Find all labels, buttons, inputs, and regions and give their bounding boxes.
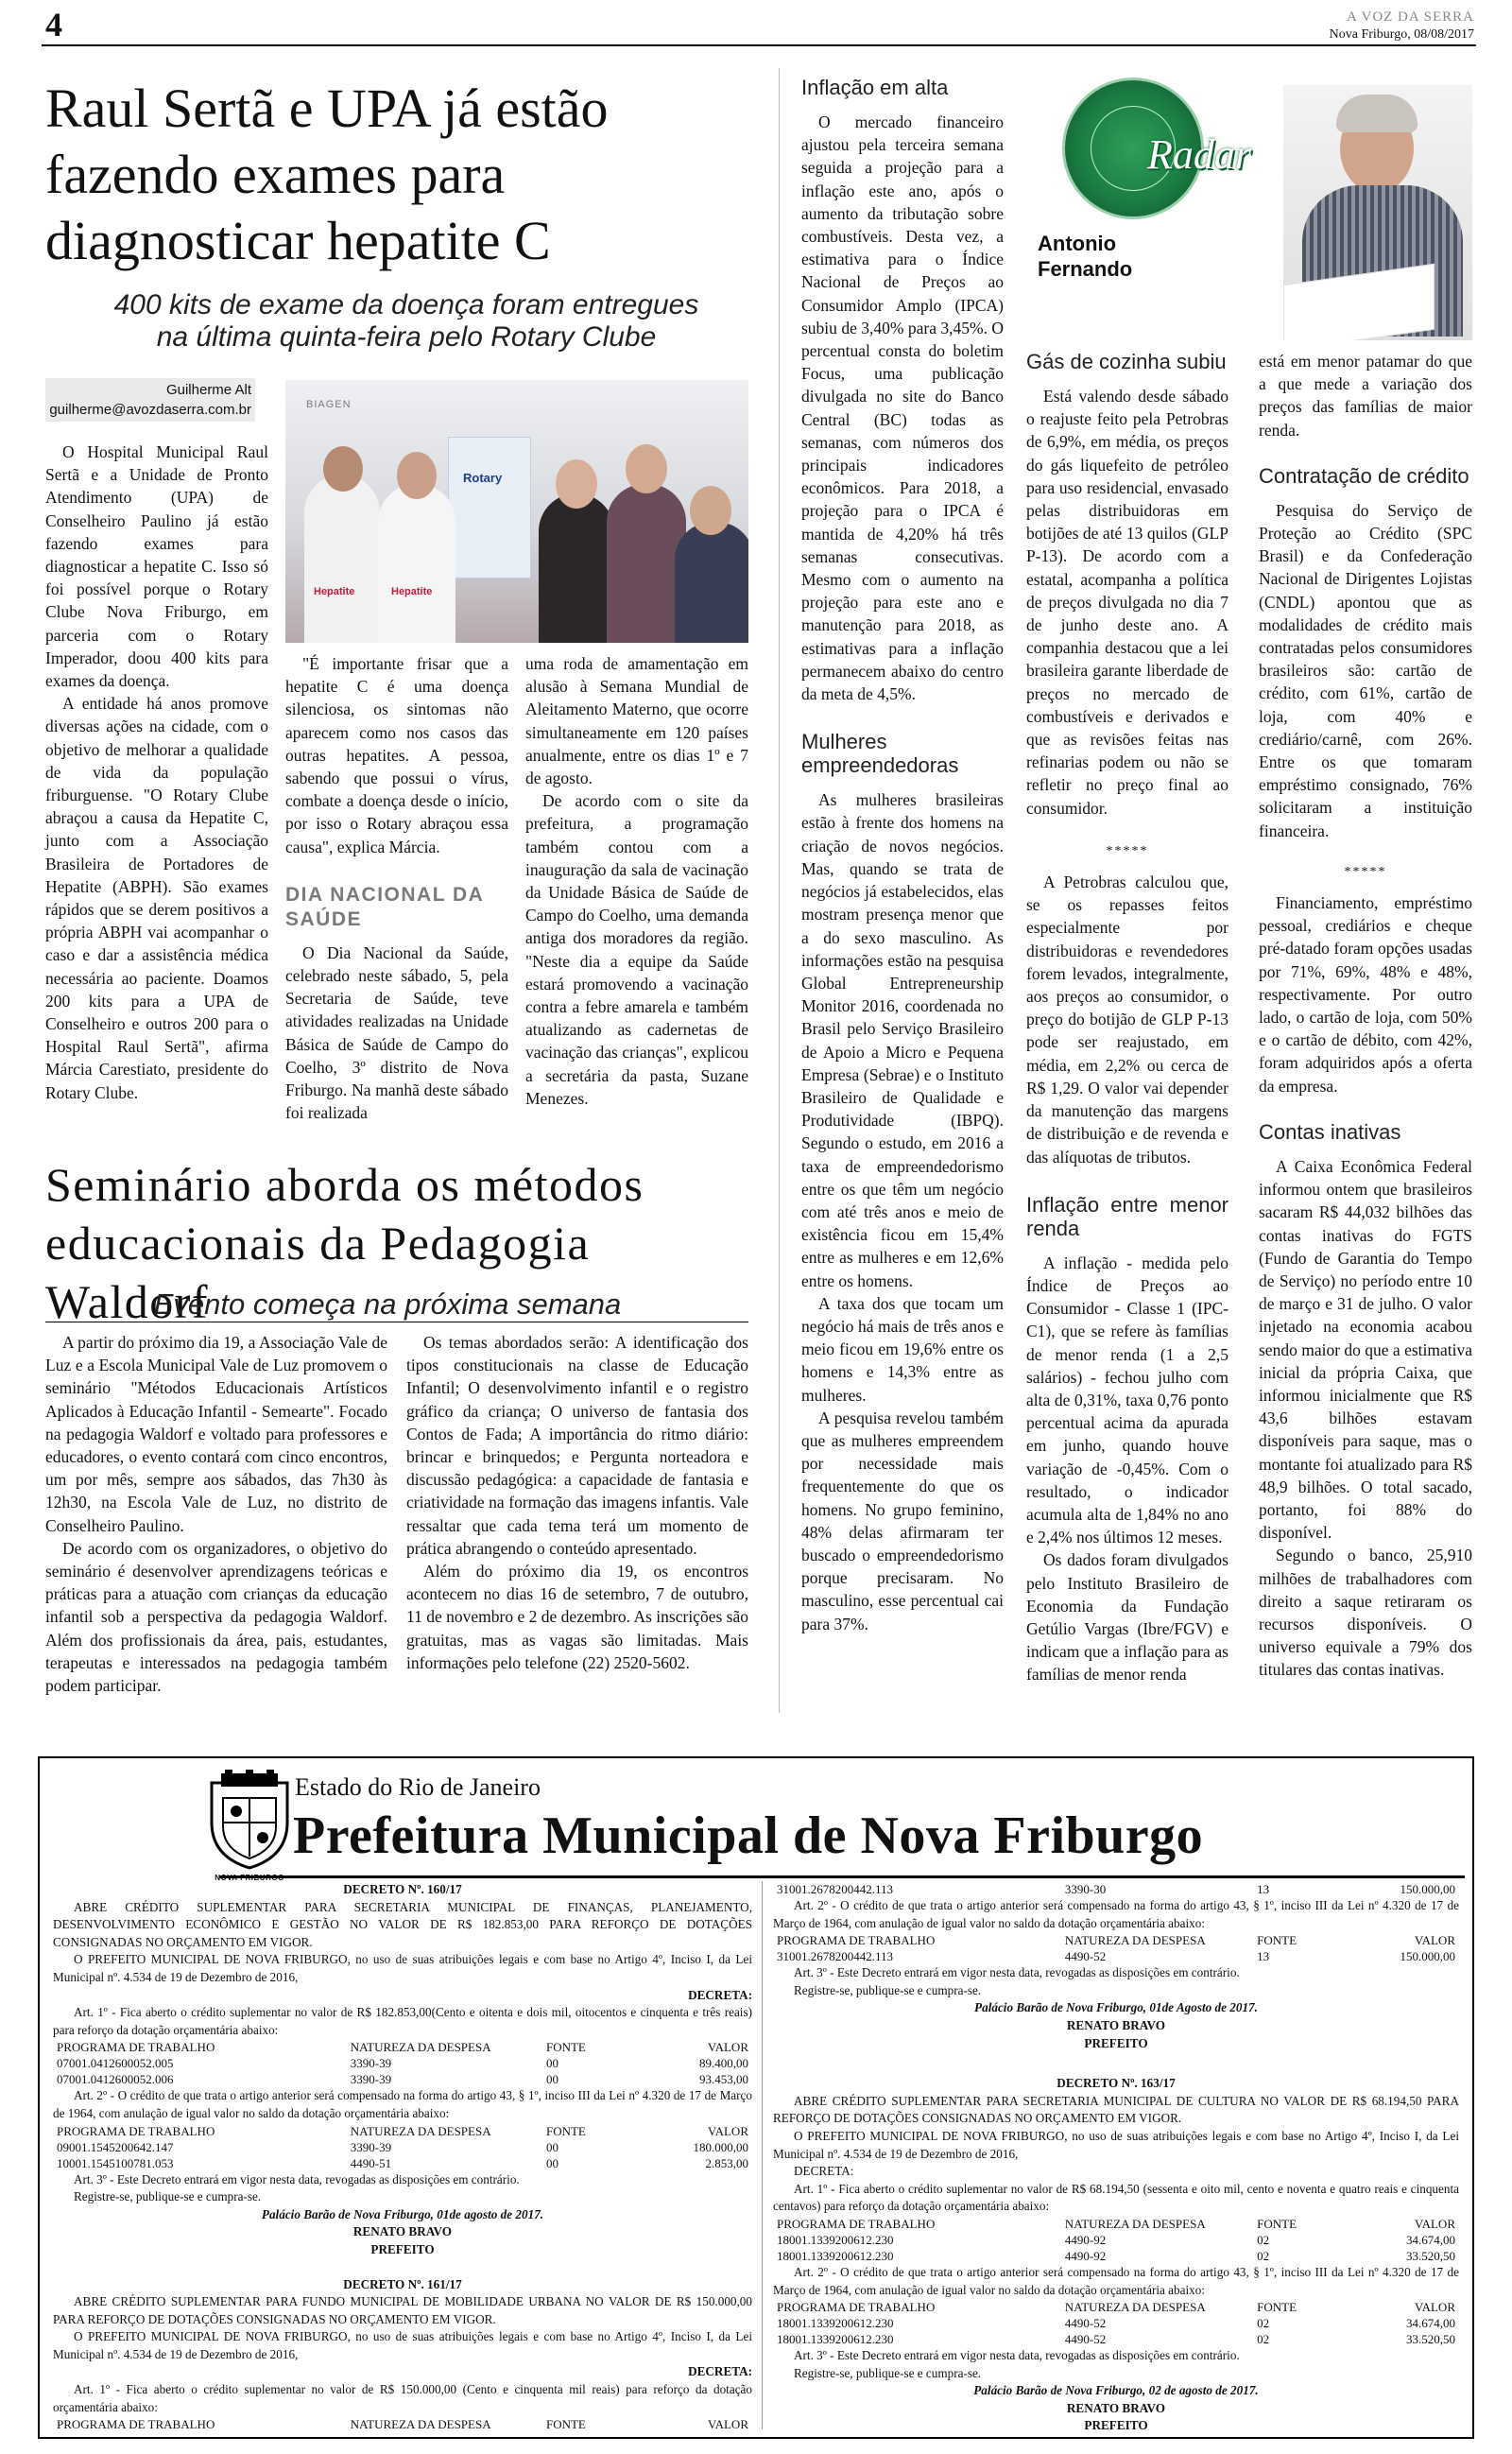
section-heading: Gás de cozinha subiu	[1026, 350, 1227, 373]
paragraph: Os dados foram divulgados pelo Instituto Brasileiro de Economia da Fundação Getúlio Vargas (Ibre/FGV) e indicam que a inflação para as famílias de menor renda	[1026, 1550, 1228, 1685]
columnist-last-name: Fernando	[1038, 257, 1133, 281]
paragraph: Financiamento, empréstimo pessoal, crediários e cheque pré-datado foram opções usadas por 71%, 69%, 48% e 48%, respectivamente. Por outro lado, o cartão de loja, com 50% e o cartão de débito, com 42%, foram adquiridos após a oferta da empresa.	[1259, 893, 1472, 1096]
decree-column-divider	[762, 1881, 763, 2429]
paper-name: A VOZ DA SERRA	[1347, 9, 1474, 25]
radar-col-c	[1259, 346, 1472, 1682]
person-2-head	[397, 452, 437, 499]
seal-ribbon-text: NOVA FRIBURGO	[215, 1874, 284, 1882]
decree-table	[773, 2216, 1459, 2264]
radar-logo-text: Radar	[1147, 131, 1251, 178]
radar-divider	[779, 68, 780, 1713]
prefeitura-title-rule	[219, 1875, 1465, 1878]
header-rule	[42, 44, 1476, 46]
separator-stars: *****	[1106, 843, 1149, 858]
decree-ementa: ABRE CRÉDITO SUPLEMENTAR PARA SECRETARIA MUNICIPAL DE FINANÇAS, PLANEJAMENTO, DESENVOLVIMENTO ECONÔMICO E GESTÃO NO VALOR DE R$ 182.853,00 PARA REFORÇO DE DOTAÇÕES CONSIGNADAS NO ORÇAMENTO EM VIGOR.	[53, 1899, 752, 1949]
person-4-head	[626, 444, 667, 493]
paragraph: Segundo o banco, 25,910 milhões de trabalhadores com direito a saque retiraram os recursos disponíveis. O universo equivale a 79% dos titulares das contas inativas.	[1259, 1546, 1472, 1680]
decree-article: Art. 2º - O crédito de que trata o artigo anterior será compensado na forma do artigo 43, § 1º, inciso III da Lei nº 4.320 de 17 de Março de 1964, com anulação de igual valor no saldo da dotação orçamentária abaixo:	[53, 2088, 752, 2120]
person-5-head	[690, 486, 731, 535]
paragraph: De acordo com os organizadores, o objetivo do seminário é desenvolver aprendizagens teóricas e práticas para a atuação com crianças da educação infantil sob a perspectiva da pedagogia Waldorf. Além dos profissionais da área, pais, estudantes, terapeutas e interessados na pedagogia também podem participar.	[45, 1538, 387, 1696]
table-header-row: PROGRAMA DE TRABALHO NATUREZA DA DESPESA FONTE VALOR	[57, 2040, 748, 2055]
table-row: 31001.2678200442.113 4490-52 13 150.000,00	[777, 1949, 1455, 1964]
table-row: 09001.1545200642.147 3390-39 00 180.000,00	[57, 2139, 748, 2154]
decree-article: Art. 3º - Este Decreto entrará em vigor nesta data, revogadas as disposições em contrário.	[794, 2348, 1240, 2363]
article1-subtitle: 400 kits de exame da doença foram entregues na última quinta-feira pelo Rotary Clube	[113, 289, 699, 353]
paragraph: A inflação - medida pelo Índice de Preços ao Consumidor - Classe 1 (IPC-C1), que se refere às famílias de menor renda (1 a 2,5 salários) - fechou julho com alta de 0,31%, taxa 0,76 ponto percentual acima da apurada em junho, quando houve variação de -0,45%. Com o resultado, o indicador acumula alta de 1,84% no ano e 2,4% nos últimos 12 meses.	[1026, 1253, 1228, 1547]
author-email[interactable]: guilherme@avozdaserra.com.br	[49, 402, 251, 418]
decree-decreta: DECRETA:	[688, 2364, 752, 2379]
paragraph: De acordo com o site da prefeitura, a programação também contou com a inauguração da sala de vacinação da Unidade Básica de Saúde de Campo do Coelho, uma demanda antiga dos moradores da região. "Neste dia a equipe da Saúde estará promovendo a vacinação contra a febre amarela e também atualizando as cadernetas de vacinação das crianças", explicou a secretária da pasta, Suzane Menezes.	[525, 791, 748, 1108]
table-header-row: PROGRAMA DE TRABALHO NATUREZA DA DESPESA FONTE VALOR	[777, 1933, 1455, 1948]
table-row: 18001.1339200612.230 4490-92 02 34.674,00	[777, 2232, 1455, 2247]
decree-article: Art. 1º - Fica aberto o crédito suplementar no valor de R$ 68.194,50 (sessenta e oito mil, cento e noventa e quatro reais e cinquenta centavos) para reforço da dotação orçamentária abaixo:	[773, 2181, 1459, 2214]
paragraph: O Dia Nacional da Saúde, celebrado neste sábado, 5, pela Secretaria de Saúde, teve atividades realizadas na Unidade Básica de Saúde de Campo do Coelho, 3º distrito de Nova Friburgo. Na manhã deste sábado foi realizada	[285, 942, 508, 1123]
person-3-head	[556, 459, 597, 509]
decree-article: Art. 1º - Fica aberto o crédito suplementar no valor de R$ 150.000,00 (Cento e cinquenta mil reais) para reforço da dotação orçamentária abaixo:	[53, 2382, 752, 2414]
table-row: 18001.1339200612.230 4490-52 02 34.674,00	[777, 2316, 1455, 2331]
paragraph: Além do próximo dia 19, os encontros acontecem no dias 16 de setembro, 7 de outubro, 11 de novembro e 2 de dezembro. As inscrições são gratuitas, mas as vagas são limitadas. Mais informações pelo telefone (22) 2520-5602.	[406, 1562, 748, 1672]
decree-palace: Palácio Barão de Nova Friburgo, 01de Agosto de 2017.	[974, 2000, 1258, 2015]
banner-text: Rotary	[463, 471, 503, 485]
person-1	[304, 475, 380, 643]
paragraph: A partir do próximo dia 19, a Associação Vale de Luz e a Escola Municipal Vale de Luz promovem o seminário "Métodos Educacionais Artísticos Aplicados à Educação Infantil - Semearte". Focado na pedagogia Waldorf e voltado para professores e educadores, o evento contará com cinco encontros, um por mês, sempre aos sábados, das 7h30 às 12h30, na Escola Vale de Luz, no distrito de Conselheiro Paulino.	[45, 1333, 387, 1535]
table-row: 10001.1545100781.053 4490-51 00 2.853,00	[57, 2155, 748, 2170]
paragraph: Está valendo desde sábado o reajuste feito pela Petrobras de 6,9%, em média, os preços do gás liquefeito de petróleo para uso residencial, envasado pelas distribuidoras em botijões de até 13 quilos (GLP P-13). De acordo com a estatal, acompanha a política de preços divulgada no dia 7 de junho deste ano. A companhia destacou que a lei brasileira garante liberdade de preços no mercado de combustíveis e derivados e que as revisões feitas nas refinarias podem ou não se refletir no preço final ao consumidor.	[1026, 387, 1228, 818]
section-heading: Contratação de crédito	[1259, 463, 1469, 488]
article1-title: Raul Sertã e UPA já estão fazendo exames para diagnosticar hepatite C	[45, 78, 609, 271]
table-header-row: PROGRAMA DE TRABALHO NATUREZA DA DESPESA FONTE VALOR	[57, 2417, 748, 2432]
paragraph: As mulheres brasileiras estão à frente dos homens na criação de novos negócios. Mas, quando se trata de negócios já estabelecidos, elas mostram presença menor que a do sexo masculino. As informações estão na pesquisa Global Entrepreneurship Monitor 2016, coordenada no Brasil pelo Serviço Brasileiro de Apoio a Micro e Pequena Empresa (Sebrae) e o Instituto Brasileiro de Qualidade e Produtividade (IBPQ). Segundo o estudo, em 2016 a taxa de empreendedorismo entre os que têm um negócio com até três anos e meio de existência ficou em 15,4% entre as mulheres e em 12,6% entre os homens.	[801, 790, 1004, 1290]
paragraph: está em menor patamar do que a que mede a variação dos preços das famílias de maior renda.	[1259, 352, 1472, 440]
radar-col-b	[1026, 346, 1228, 1686]
shirt-text-2: Hepatite	[391, 586, 433, 597]
decree-publish: Registre-se, publique-se e cumpra-se.	[794, 1982, 982, 1997]
decree-table	[53, 2039, 752, 2087]
decree-title: DECRETO Nº. 163/17	[1057, 2076, 1176, 2091]
separator-stars: *****	[1344, 864, 1387, 879]
decree-signer: RENATO BRAVO	[352, 2224, 453, 2239]
decree-preamble: O PREFEITO MUNICIPAL DE NOVA FRIBURGO, no uso de suas atribuições legais e com base no Artigo 4º, Inciso I, da Lei Municipal nº. 4.534 de 19 de Dezembro de 2016,	[53, 2329, 752, 2361]
page-number: 4	[45, 6, 62, 43]
shirt-text-1: Hepatite	[314, 586, 355, 597]
decree-decreta: DECRETA:	[688, 1987, 752, 2002]
decree-role: PREFEITO	[370, 2241, 435, 2256]
person-2	[378, 484, 455, 643]
paragraph: Pesquisa do Serviço de Proteção ao Crédito (SPC Brasil) e da Confederação Nacional de Dirigentes Lojistas (CNDL) apontou que as modalidades de crédito mais contratadas pelos consumidores brasileiros são: cartão de crédito, com 61%, cartão de loja, com 40% e crediário/carnê, com 26%. Entre os que tomaram empréstimo consignado, 76% solicitaram a instituição financeira.	[1259, 500, 1472, 840]
article2-subtitle: Evento começa na próxima semana	[153, 1287, 622, 1321]
paragraph: A Petrobras calculou que, se os repasses feitos especialmente por distribuidoras e revendedores forem levados, integralmente, aos preços ao consumidor, o preço do botijão de GLP P-13 pode ser reajustado, em média, em 2,2% ou cerca de R$ 1,29. O valor vai depender da manutenção das margens de distribuição e de revenda e das alíquotas de tributos.	[1026, 873, 1228, 1167]
person-3	[539, 493, 614, 643]
section-heading: Inflação em alta	[801, 76, 949, 99]
columnist-first-name: Antonio	[1038, 232, 1117, 255]
person-1-head	[323, 446, 363, 492]
rotary-banner	[448, 437, 531, 579]
article2-col2	[406, 1331, 748, 1674]
decree-ementa: ABRE CRÉDITO SUPLEMENTAR PARA SECRETARIA MUNICIPAL DE CULTURA NO VALOR DE R$ 68.194,50 PARA REFORÇO DE DOTAÇÕES CONSIGNADAS NO ORÇAMENTO EM VIGOR.	[773, 2093, 1459, 2126]
decree-article: Art. 1º - Fica aberto o crédito suplementar no valor de R$ 182.853,00(Cento e oitenta e dois mil, oitocentos e cinquenta e três reais) para reforço da dotação orçamentária abaixo:	[53, 2005, 752, 2037]
table-header-row: PROGRAMA DE TRABALHO NATUREZA DA DESPESA FONTE VALOR	[777, 2216, 1455, 2231]
decree-left-column	[53, 1881, 752, 2432]
table-header-row: PROGRAMA DE TRABALHO NATUREZA DA DESPESA FONTE VALOR	[57, 2123, 748, 2138]
decree-ementa: ABRE CRÉDITO SUPLEMENTAR PARA FUNDO MUNICIPAL DE MOBILIDADE URBANA NO VALOR DE R$ 150.000,00 PARA REFORÇO DE DOTAÇÕES CONSIGNADAS NO ORÇAMENTO EM VIGOR.	[53, 2294, 752, 2326]
decree-signer: RENATO BRAVO	[1066, 2017, 1166, 2032]
author-name: Guilherme Alt	[165, 382, 251, 398]
decree-table	[773, 2299, 1459, 2347]
city-seal-icon	[204, 1770, 295, 1872]
paragraph: "É importante frisar que a hepatite C é uma doença silenciosa, os sintomas não aparecem como nos casos das outras hepatites. A pessoa, sabendo que possui o vírus, combate a doença desde o início, por isso o Rotary abraçou essa causa", explica Márcia.	[285, 654, 508, 856]
decree-table	[53, 2123, 752, 2171]
article1-col1	[45, 441, 268, 1104]
paragraph: O Hospital Municipal Raul Sertã e a Unidade de Pronto Atendimento (UPA) de Conselheiro Paulino já estão fazendo exames para diagnosticar a hepatite C. Isso só foi possível porque o Rotary Clube Nova Friburgo, em parceria com o Rotary Imperador, doou 400 kits para exames da doença.	[45, 442, 268, 691]
paragraph: A taxa dos que tocam um negócio há mais de três anos e meio ficou em 19,6% entre os homens e 14,3% entre as mulheres.	[801, 1293, 1004, 1405]
section-heading: Inflação entre menor renda	[1026, 1192, 1228, 1240]
state-name: Estado do Rio de Janeiro	[295, 1773, 541, 1801]
table-row: 07001.0412600052.005 3390-39 00 89.400,00	[57, 2056, 748, 2071]
decree-palace: Palácio Barão de Nova Friburgo, 01de agosto de 2017.	[261, 2206, 544, 2221]
columnist-photo	[1283, 85, 1472, 340]
decree-signer: RENATO BRAVO	[1066, 2400, 1166, 2415]
paragraph: uma roda de amamentação em alusão à Semana Mundial de Aleitamento Materno, que ocorre simultaneamente em 120 países anualmente, entre os dias 1º e 7 de agosto.	[525, 654, 748, 788]
byline	[45, 378, 255, 422]
dateline: Nova Friburgo, 08/08/2017	[1329, 27, 1474, 42]
table-header-row: PROGRAMA DE TRABALHO NATUREZA DA DESPESA FONTE VALOR	[777, 2300, 1455, 2315]
decree-article: Art. 3º - Este Decreto entrará em vigor nesta data, revogadas as disposições em contrário.	[74, 2171, 520, 2186]
decree-right-column	[773, 1881, 1459, 2435]
paragraph: A pesquisa revelou também que as mulheres empreendem por necessidade mais frequentemente do que os homens. No grupo feminino, 48% delas afirmaram ter buscado o empreendedorismo porque precisaram. No masculino, esse percentual cai para 37%.	[801, 1408, 1004, 1633]
table-row: 18001.1339200612.230 4490-92 02 33.520,50	[777, 2248, 1455, 2263]
decree-article: Art. 3º - Este Decreto entrará em vigor nesta data, revogadas as disposições em contrário.	[794, 1965, 1240, 1980]
decree-table	[773, 1881, 1459, 1897]
paragraph: Os temas abordados serão: A identificação dos tipos constitucionais na classe de Educação Infantil; O desenvolvimento infantil e o registro gráfico da criança; O universo de fantasia dos Contos de Fada; A importância do ritmo diário: brincar e brinquedos; e Pergunta norteadora e discussão pedagógica: a capacidade de fantasia e criatividade na formação das imagens infantis. Vale ressaltar que cada tema terá um momento de prática abrangendo o conteúdo apresentado.	[406, 1333, 748, 1558]
article1-col3	[525, 652, 748, 1110]
radar-col-a	[801, 72, 1004, 1635]
radar-logo-box	[1030, 57, 1474, 340]
photo-brand-text: BIAGEN	[306, 399, 352, 410]
article1-photo	[285, 380, 748, 643]
article1-col2	[285, 652, 508, 1124]
section-heading: Mulheres empreendedoras	[801, 730, 959, 778]
columnist-name	[1038, 231, 1132, 282]
decree-preamble: O PREFEITO MUNICIPAL DE NOVA FRIBURGO, no uso de suas atribuições legais e com base no Artigo 4º, Inciso I, da Lei Municipal nº. 4.534 de 19 de Dezembro de 2016,	[773, 2128, 1459, 2161]
decree-title: DECRETO Nº. 160/17	[343, 1882, 462, 1896]
decree-table	[773, 1932, 1459, 1964]
table-row: 31001.2678200442.113 3390-30 13 150.000,00	[777, 1882, 1455, 1896]
paragraph: A entidade há anos promove diversas ações na cidade, com o objetivo de melhorar a qualidade de vida da população friburguense. "O Rotary Clube abraçou a causa da Hepatite C, junto com a Associação Brasileira de Portadores de Hepatite (ABPH). São exames rápidos que se derem positivos a própria ABPH vai acompanhar o caso e dar a assistência médica necessária ao paciente. Doamos 200 kits para a UPA de Conselheiro e outros 200 para o Hospital Raul Sertã", afirma Márcia Carestiato, presidente do Rotary Clube.	[45, 694, 268, 1102]
decree-palace: Palácio Barão de Nova Friburgo, 02 de agosto de 2017.	[973, 2383, 1259, 2398]
decree-decreta: DECRETA:	[794, 2164, 854, 2179]
person-5	[675, 522, 748, 643]
paragraph: O mercado financeiro ajustou pela terceira semana seguida a projeção para a inflação este ano, após o aumento da tributação sobre combustíveis. Desta vez, a estimativa para o Índice Nacional de Preços ao Consumidor Amplo (IPCA) subiu de 3,40% para 3,45%. O percentual consta do boletim Focus, uma publicação divulgada no site do Banco Central (BC) todas as semanas, com números dos principais indicadores econômicos. Para 2018, a projeção para o IPCA é mantida de 4,20% há três semanas consecutivas. Mesmo com o aumento na projeção para este ano e manutenção para 2018, as estimativas para a inflação permanecem abaixo do centro da meta de 4,5%.	[801, 112, 1004, 704]
decree-role: PREFEITO	[1084, 2035, 1148, 2050]
columnist-hair	[1336, 95, 1418, 132]
prefeitura-title: Prefeitura Municipal de Nova Friburgo	[293, 1806, 1204, 1865]
article2-title: Seminário aborda os métodos educacionais da Pedagogia Waldorf	[45, 1158, 644, 1328]
article2-col1	[45, 1331, 387, 1697]
decree-role: PREFEITO	[1084, 2418, 1148, 2433]
paragraph: A Caixa Econômica Federal informou ontem que brasileiros sacaram R$ 44,032 bilhões das contas inativas do FGTS (Fundo de Garantia do Tempo de Serviço) no período entre 10 de março e 31 de julho. O valor injetado na economia acabou sendo maior do que a estimativa inicial da própria Caixa, que informou inicialmente que R$ 43,6 bilhões estavam disponíveis para saque, mas o montante foi atualizado para R$ 48,9 bilhões. O total sacado, portanto, foi 88% do disponível.	[1259, 1156, 1472, 1543]
decree-article: Art. 2º - O crédito de que trata o artigo anterior será compensado na forma do artigo 43, § 1º, inciso III da Lei nº 4.320 de 17 de Março de 1964, com anulação de igual valor no saldo da dotação orçamentária abaixo:	[773, 1898, 1459, 1930]
table-row: 18001.1339200612.230 4490-52 02 33.520,50	[777, 2332, 1455, 2347]
decree-table	[53, 2416, 752, 2432]
decree-publish: Registre-se, publique-se e cumpra-se.	[794, 2365, 982, 2380]
decree-article: Art. 2º - O crédito de que trata o artigo anterior será compensado na forma do artigo 43, § 1º, inciso III da Lei nº 4.320 de 17 de Março de 1964, com anulação de igual valor no saldo da dotação orçamentária abaixo:	[773, 2264, 1459, 2297]
section-heading: Contas inativas	[1259, 1119, 1401, 1144]
decree-title: DECRETO Nº. 161/17	[343, 2276, 462, 2291]
decree-publish: Registre-se, publique-se e cumpra-se.	[74, 2189, 262, 2204]
dia-nacional-heading: DIA NACIONAL DA SAÚDE	[285, 883, 484, 930]
decree-preamble: O PREFEITO MUNICIPAL DE NOVA FRIBURGO, no uso de suas atribuições legais e com base no Artigo 4º, Inciso I, da Lei Municipal nº. 4.534 de 19 de Dezembro de 2016,	[53, 1952, 752, 1984]
table-row: 07001.0412600052.006 3390-39 00 93.453,00	[57, 2072, 748, 2087]
